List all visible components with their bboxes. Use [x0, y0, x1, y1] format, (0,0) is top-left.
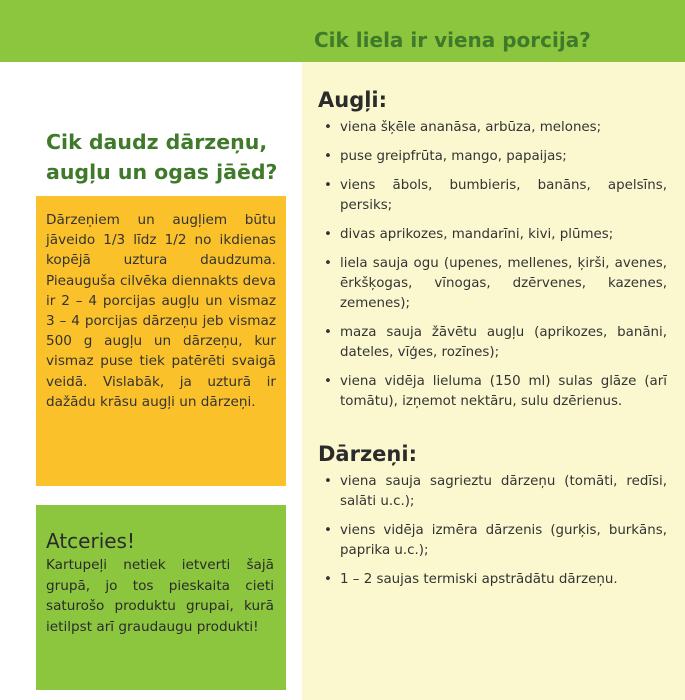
daily-intake-info-box — [36, 196, 286, 486]
vegetables-list — [318, 472, 667, 590]
fruits-heading: Augļi: — [318, 88, 388, 112]
list-item: • viena šķēle ananāsa, arbūza, melones; — [318, 118, 667, 138]
list-item: • maza sauja žāvētu augļu (aprikozes, banāni, dateles, vīģes, rozīnes); — [318, 323, 667, 363]
left-title: Cik daudz dārzeņu, augļu un ogas jāēd? — [46, 130, 278, 184]
remember-text: Kartupeļi netiek ietverti šajā grupā, jo tos pieskaita cieti saturošo produktu grupai, kurā ietilpst arī graudaugu produkti! — [46, 557, 274, 635]
list-item: • viena vidēja lieluma (150 ml) sulas glāze (arī tomātu), izņemot nektāru, sulu dzērienus. — [318, 372, 667, 412]
remember-heading: Atceries! — [46, 529, 135, 553]
list-item: • viena sauja sagrieztu dārzeņu (tomāti, redīsi, salāti u.c.); — [318, 472, 667, 512]
daily-intake-text: Dārzeņiem un augļiem būtu jāveido 1/3 līdz 1/2 no ikdienas kopējā uztura daudzuma. Pieauguša cilvēka diennakts deva ir 2 – 4 porcijas augļu un vismaz 3 – 4 porcijas dārzeņu jeb vismaz 500 g augļu un dārzeņu, kur vismaz puse tiek patērēti svaigā veidā. Vislabāk, ja uzturā ir dažādu krāsu augļi un dārzeņi. — [46, 212, 276, 410]
vegetables-heading: Dārzeņi: — [318, 442, 417, 466]
fruits-list — [318, 118, 667, 412]
remember-box — [36, 505, 286, 690]
list-item: • viens vidēja izmēra dārzenis (gurķis, burkāns, paprika u.c.); — [318, 521, 667, 561]
list-item: • liela sauja ogu (upenes, mellenes, ķirši, avenes, ērkšķogas, vīnogas, dzērvenes, kazenes, zemenes); — [318, 254, 667, 314]
list-item: • puse greipfrūta, mango, papaijas; — [318, 147, 667, 167]
portion-size-title: Cik liela ir viena porcija? — [300, 22, 685, 62]
list-item: • viens ābols, bumbieris, banāns, apelsīns, persiks; — [318, 176, 667, 216]
portion-panel — [302, 62, 685, 700]
list-item: • divas aprikozes, mandarīni, kivi, plūmes; — [318, 225, 667, 245]
list-item: • 1 – 2 saujas termiski apstrādātu dārzeņu. — [318, 570, 667, 590]
